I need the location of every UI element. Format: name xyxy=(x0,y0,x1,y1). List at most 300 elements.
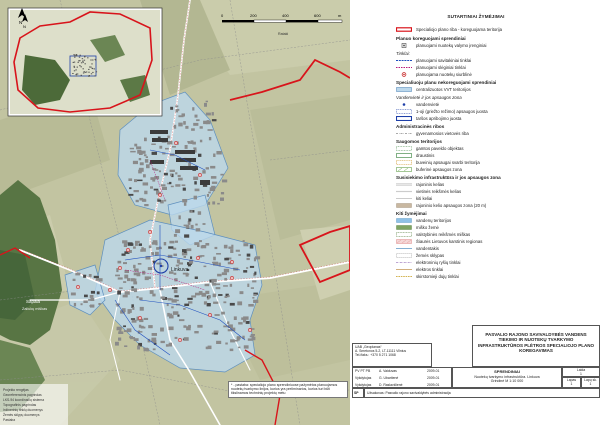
building xyxy=(212,333,214,335)
legend-item-2: planuojami savitakiniai tinklai xyxy=(416,58,472,63)
building xyxy=(173,254,177,256)
legend-item-1: planuojami nuotekų valymo įrenginiai xyxy=(416,43,487,48)
building xyxy=(224,245,228,249)
building-industrial xyxy=(200,180,210,185)
building xyxy=(247,254,251,257)
building xyxy=(162,187,167,190)
building xyxy=(146,156,148,158)
local-road-symbol xyxy=(396,189,412,194)
legend-item-6: vandenvietė xyxy=(416,102,440,107)
building xyxy=(211,176,217,179)
building xyxy=(193,177,198,180)
building xyxy=(141,151,146,154)
sheet-title: SPRENDINIAI xyxy=(494,369,520,374)
inset-building xyxy=(79,60,80,61)
building xyxy=(144,318,148,320)
heritage-object-symbol xyxy=(396,146,412,151)
building xyxy=(185,145,188,149)
building xyxy=(135,243,138,246)
pump-station-dot xyxy=(197,257,198,258)
building xyxy=(238,322,242,324)
map-note-line: Georeferencinis pagrindas xyxy=(3,393,42,397)
water-area-symbol xyxy=(396,218,412,223)
building xyxy=(128,311,131,314)
building xyxy=(208,295,210,298)
building xyxy=(207,194,209,197)
building xyxy=(244,345,249,348)
building xyxy=(134,179,137,182)
building xyxy=(137,180,142,182)
map-note-line: Pastaba xyxy=(3,418,16,422)
treatment-plant-symbol xyxy=(396,43,412,48)
legend-item-16: kiti keliai xyxy=(416,196,433,201)
building xyxy=(211,279,217,282)
inset-building xyxy=(79,65,80,66)
building xyxy=(84,295,88,298)
legend-item-4: planuojama nuotekų siurblinė xyxy=(416,72,472,77)
building xyxy=(252,280,256,282)
place-label-2: Zaliukų miškas xyxy=(22,307,48,311)
building xyxy=(179,215,181,219)
pump-station-dot xyxy=(179,339,180,340)
building xyxy=(71,293,76,296)
building xyxy=(188,301,192,303)
building xyxy=(171,306,174,308)
building xyxy=(237,301,242,305)
pump-station-dot xyxy=(209,314,210,315)
building xyxy=(91,298,95,301)
building xyxy=(184,256,187,258)
inset-building xyxy=(94,75,95,76)
building xyxy=(135,241,140,243)
pump-station-dot xyxy=(119,267,120,268)
building xyxy=(173,311,179,315)
legend-item-25: elektros tinklai xyxy=(416,267,444,272)
legend-item-5: centralizuotos VVT teritorijos xyxy=(416,87,471,92)
building xyxy=(144,191,147,195)
sheet-cell xyxy=(562,377,581,388)
inset-building xyxy=(89,67,90,68)
building xyxy=(128,194,133,196)
roles-table xyxy=(352,367,452,388)
building xyxy=(89,274,92,277)
inset-building xyxy=(77,67,78,68)
sheet-title-cell xyxy=(452,367,562,388)
building xyxy=(188,221,191,225)
building xyxy=(213,302,218,304)
building xyxy=(188,163,191,166)
legend-item-18: vandenų teritorijos xyxy=(416,218,452,223)
inset-building xyxy=(74,57,75,58)
karst-region-symbol xyxy=(396,239,412,244)
building xyxy=(185,126,188,129)
legend-item-19: miško žemė xyxy=(416,225,439,230)
small-label-1: Rataki xyxy=(278,32,289,36)
building xyxy=(210,166,215,169)
building xyxy=(124,243,127,247)
building xyxy=(91,291,95,294)
inset-building xyxy=(91,73,92,74)
building xyxy=(240,291,244,294)
building xyxy=(156,247,159,250)
power-network-symbol xyxy=(396,267,412,272)
building xyxy=(216,287,221,289)
legend-item-21: Šiaurės Lietuvos karstinis regionas xyxy=(416,239,483,244)
building xyxy=(175,337,178,339)
building xyxy=(213,294,217,298)
building xyxy=(145,159,148,163)
building xyxy=(200,140,202,143)
building xyxy=(136,200,139,202)
building xyxy=(199,291,203,295)
pump-station-dot xyxy=(77,286,78,287)
map-notes xyxy=(0,384,68,425)
road-protection-zone-symbol xyxy=(396,203,412,208)
building xyxy=(247,258,250,260)
inset-building xyxy=(74,66,75,67)
building xyxy=(164,173,168,176)
building xyxy=(129,187,131,189)
legend-section-1: Planuo koreguojami sprendiniai xyxy=(396,36,466,41)
building xyxy=(216,253,221,255)
building xyxy=(158,200,161,202)
building xyxy=(192,107,194,110)
building xyxy=(199,240,202,242)
building-industrial xyxy=(150,130,168,134)
building xyxy=(182,184,186,186)
boundary-symbol xyxy=(396,27,412,32)
building xyxy=(252,337,256,341)
building xyxy=(174,273,177,275)
building xyxy=(184,234,189,237)
building xyxy=(195,115,198,118)
building xyxy=(224,269,229,273)
building xyxy=(223,301,226,303)
building xyxy=(169,315,174,318)
inset-building xyxy=(87,57,88,58)
building xyxy=(255,256,260,259)
building xyxy=(204,266,207,268)
building xyxy=(221,312,225,315)
building xyxy=(83,300,87,303)
pump-station-dot xyxy=(249,329,250,330)
building xyxy=(168,246,173,248)
building xyxy=(251,334,255,336)
legend-item-10: gamtos paveldo objektas xyxy=(416,146,464,151)
inset-building xyxy=(76,54,77,55)
building xyxy=(75,273,80,276)
building xyxy=(123,295,128,298)
building xyxy=(212,182,217,184)
building xyxy=(152,178,155,182)
building xyxy=(143,174,146,177)
role-2-name: G. Ubartienė xyxy=(379,376,399,380)
building xyxy=(116,268,118,272)
building xyxy=(208,192,211,194)
building xyxy=(152,168,156,170)
building xyxy=(170,170,175,172)
building xyxy=(118,338,121,341)
building xyxy=(215,247,218,249)
building xyxy=(191,295,196,297)
building xyxy=(119,287,123,289)
building xyxy=(140,307,144,311)
legend-item-15: vietinės reikšmės kelias xyxy=(416,189,462,194)
building xyxy=(253,300,258,303)
building xyxy=(238,347,240,349)
building xyxy=(152,294,155,297)
role-1-date: 2009-01 xyxy=(427,369,440,373)
building xyxy=(216,151,221,155)
building xyxy=(191,128,195,131)
inset-building xyxy=(76,55,77,56)
role-1-name: A. Vaiduvas xyxy=(379,369,397,373)
building xyxy=(227,295,229,297)
building xyxy=(204,103,207,107)
building xyxy=(99,278,102,281)
pump-station-dot xyxy=(139,317,140,318)
pump-station-dot xyxy=(175,142,176,143)
building xyxy=(212,112,214,115)
building xyxy=(182,252,184,255)
legend-item-17: rajoninio kelio apsaugos zona (20 m) xyxy=(416,203,487,208)
building xyxy=(196,119,200,121)
building xyxy=(216,341,221,344)
building xyxy=(246,321,250,324)
building xyxy=(194,331,198,333)
legend-item-23: žemės sklypas xyxy=(416,253,445,258)
building xyxy=(183,325,186,328)
buffer-zone-symbol xyxy=(396,167,412,172)
building xyxy=(222,272,227,275)
building xyxy=(115,342,119,346)
inset-building xyxy=(91,63,92,64)
inset-building xyxy=(74,70,75,71)
building xyxy=(204,301,207,304)
legend-title: SUTARTINIAI ŽYMĖJIMAI xyxy=(447,14,505,19)
inset-building xyxy=(79,57,80,58)
building xyxy=(230,349,234,352)
building xyxy=(220,198,224,201)
building xyxy=(200,126,203,129)
building xyxy=(160,288,163,290)
building xyxy=(208,346,212,350)
building xyxy=(131,318,135,320)
building xyxy=(124,345,127,347)
map-note-line: Žemės sklypų duomenys xyxy=(3,413,40,417)
building-industrial xyxy=(180,166,198,170)
building xyxy=(227,321,229,324)
water-source-symbol xyxy=(396,102,412,107)
building xyxy=(230,249,233,253)
sheet-subtitle: Nuotekų tvarkymo infrastruktūra. Linkuva xyxy=(474,374,540,379)
company-cell xyxy=(352,343,432,367)
company-line-3: Tel./faks.: +370 5 271 1068 xyxy=(355,353,396,357)
gas-network-symbol xyxy=(396,274,412,279)
building xyxy=(188,218,191,221)
legend-item-26: skirstomieji dujų tinklai xyxy=(416,274,459,279)
building xyxy=(213,257,216,261)
inset-building xyxy=(76,74,77,75)
building xyxy=(196,228,201,231)
building xyxy=(134,269,139,272)
building xyxy=(139,158,142,160)
building xyxy=(134,190,139,192)
building xyxy=(195,224,197,226)
legend-section-4: Saugomos teritorijos xyxy=(396,139,442,144)
pump-station-dot xyxy=(109,289,110,290)
plan-title: PASVALIO RAJONO SAVIVALDYBĖS VANDENS TIEKIMO IR NUOTEKŲ TVARKYMO INFRASTRUKTŪROS PLĖTROS SPECIALIOJO PLANO KOREGAVIMAS xyxy=(472,325,600,367)
building xyxy=(248,304,254,307)
building xyxy=(205,284,210,286)
building xyxy=(174,125,177,129)
building xyxy=(230,339,235,342)
building xyxy=(198,211,201,215)
client-text: Užsakovas: Pasvalio rajono savivaldybės administracija xyxy=(367,391,451,395)
building xyxy=(139,168,144,172)
inset-building xyxy=(75,69,76,70)
building xyxy=(133,246,136,248)
building xyxy=(250,266,254,268)
legend-section-2: Specialiuoju planu nekoreguojami sprendiniai xyxy=(396,80,497,85)
inset-building xyxy=(74,62,75,63)
building xyxy=(127,328,132,332)
building xyxy=(218,294,222,296)
pollution-zone-symbol xyxy=(396,116,412,121)
building xyxy=(212,283,216,286)
inset-building xyxy=(73,54,74,55)
building xyxy=(183,188,186,191)
building xyxy=(194,242,199,245)
company-line-2: A. Smetonos 5-2, LT-11111 Vilnius xyxy=(355,349,407,353)
legend-item-13: buferinė apsaugos zona xyxy=(416,167,462,172)
inset-building xyxy=(96,71,97,72)
building xyxy=(206,167,209,169)
building xyxy=(142,199,146,202)
building xyxy=(136,296,138,298)
building xyxy=(132,307,134,310)
building xyxy=(124,275,128,279)
building xyxy=(144,138,147,142)
building xyxy=(96,278,99,281)
building xyxy=(134,144,137,147)
pump-station-dot xyxy=(199,174,200,175)
building xyxy=(139,297,143,300)
building xyxy=(161,184,166,186)
inset-building xyxy=(82,61,83,62)
building xyxy=(137,346,140,350)
building xyxy=(169,327,174,331)
building xyxy=(161,341,165,343)
role-2-role: Vykdytojas xyxy=(355,376,372,380)
building xyxy=(130,151,136,153)
company-line-1: UAB „Geoplanas“ xyxy=(355,345,382,349)
building xyxy=(161,297,166,299)
watercourse-symbol xyxy=(396,246,412,251)
inset-north-label: N xyxy=(23,24,26,29)
building xyxy=(243,243,248,246)
building xyxy=(74,303,76,307)
legend-item-22: vandentakis xyxy=(416,246,439,251)
building xyxy=(156,263,161,265)
building xyxy=(153,348,156,350)
building xyxy=(251,287,254,289)
stage-label: Laida xyxy=(576,368,586,372)
building xyxy=(143,182,149,185)
building xyxy=(166,344,169,347)
building xyxy=(134,288,137,292)
inset-building xyxy=(90,60,91,61)
legend-section-5: Susisiekimo infrastruktūra ir jos apsaugos zona xyxy=(396,175,501,180)
building xyxy=(211,186,216,189)
building xyxy=(160,328,164,332)
building xyxy=(149,245,152,248)
building xyxy=(187,298,192,300)
inset-building xyxy=(85,63,86,64)
building xyxy=(194,196,197,200)
building xyxy=(123,262,127,264)
land-plot-symbol xyxy=(396,253,412,258)
building xyxy=(243,240,245,242)
building xyxy=(146,164,150,168)
building xyxy=(179,319,184,321)
building xyxy=(254,272,256,275)
building xyxy=(131,286,134,288)
building xyxy=(81,303,83,305)
inset-building xyxy=(84,56,85,57)
building xyxy=(193,147,196,149)
building xyxy=(222,180,227,183)
legend-boundary: Specialiojo plano riba - koreguojama teritorija xyxy=(416,27,502,32)
inset-building xyxy=(74,55,75,56)
building xyxy=(195,277,198,280)
building xyxy=(182,113,186,116)
building xyxy=(214,331,219,333)
inset-building xyxy=(74,67,75,68)
building xyxy=(191,225,194,229)
scale-label-200: 200 xyxy=(250,13,257,18)
building xyxy=(97,291,100,294)
building xyxy=(178,123,182,127)
inset-map xyxy=(8,8,162,116)
sheet-label: Lapas xyxy=(566,378,577,382)
building xyxy=(206,101,208,103)
building xyxy=(90,305,94,308)
sheets-value: 1 xyxy=(589,382,592,386)
building xyxy=(133,161,138,164)
building xyxy=(159,146,162,149)
building xyxy=(151,252,154,255)
inset-building xyxy=(95,59,96,60)
building xyxy=(203,121,208,124)
legend-item-3: planuojami slėginiai tinklai xyxy=(416,65,466,70)
building xyxy=(183,121,186,125)
telecom-network-symbol xyxy=(396,260,412,265)
inset-building xyxy=(92,72,93,73)
building xyxy=(123,325,126,327)
building xyxy=(171,186,174,188)
building xyxy=(137,150,141,154)
inset-building xyxy=(92,60,93,61)
inset-building xyxy=(84,71,85,72)
building xyxy=(246,267,248,269)
reserve-symbol xyxy=(396,153,412,158)
building xyxy=(94,276,99,278)
building xyxy=(188,141,192,143)
building xyxy=(122,240,127,243)
building xyxy=(130,148,134,150)
inset-building xyxy=(78,62,79,63)
